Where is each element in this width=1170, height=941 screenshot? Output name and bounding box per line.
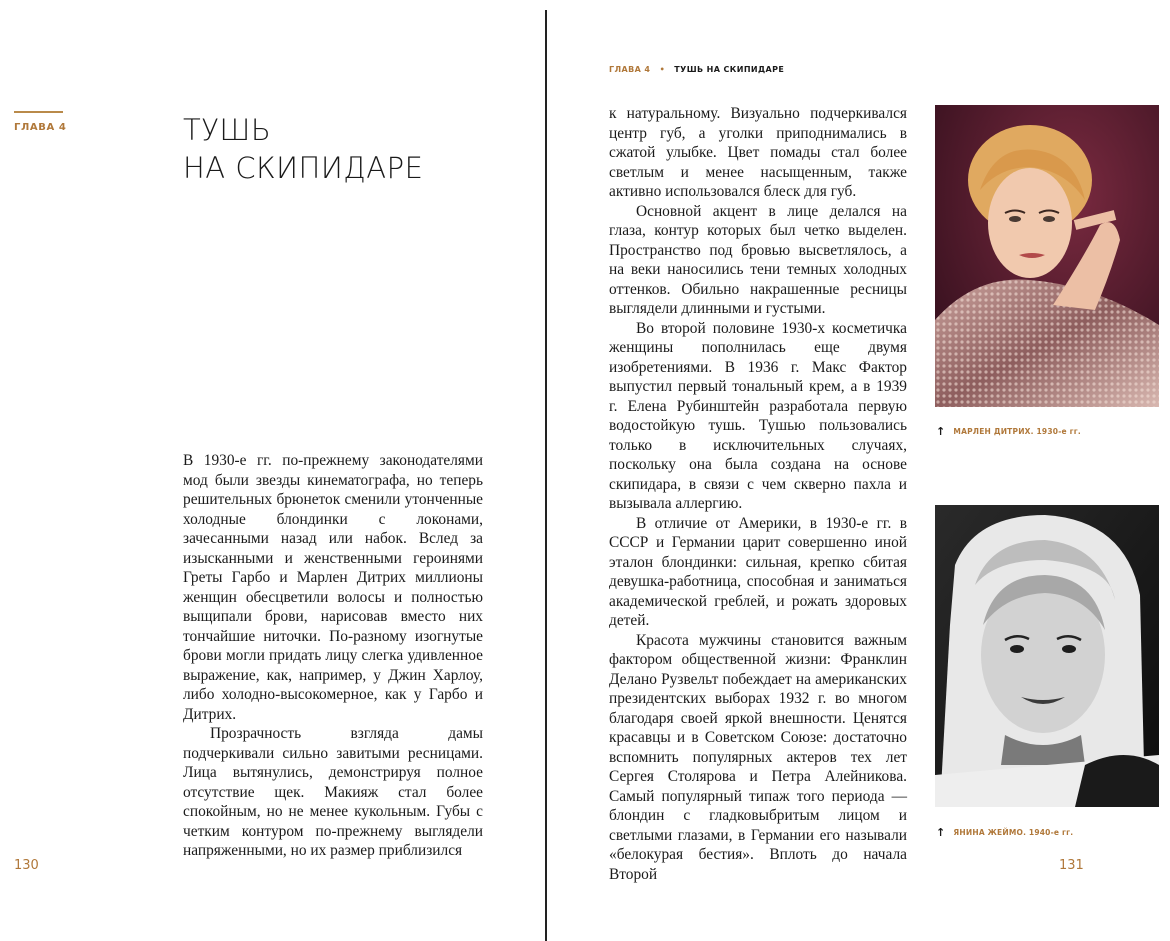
chapter-label: ГЛАВА 4 [14, 122, 67, 133]
paragraph: В отличие от Америки, в 1930-е гг. в СССР и Германии царит совершенно иной эталон блондинки: сильная, крепко сбитая девушка-работница, способная и заниматься академической греблей, и рожать здоровых детей. [609, 514, 907, 629]
arrow-up-icon: ↑ [936, 826, 946, 839]
left-body-text [183, 451, 483, 861]
chapter-title [183, 111, 423, 187]
paragraph: Основной акцент в лице делался на глаза, контур которых был четко выделен. Пространство под бровью высветлялось, а на веки наносились тени темных холодных оттенков. Обильно накрашенные ресницы выглядели длинными и густыми. [609, 202, 907, 317]
caption-text: ЯНИНА ЖЕЙМО. 1940-е гг. [953, 828, 1074, 837]
running-head [609, 65, 784, 74]
arrow-up-icon: ↑ [936, 425, 946, 438]
caption-text: МАРЛЕН ДИТРИХ. 1930-е гг. [953, 427, 1081, 436]
yanina-zheimo-photo [935, 505, 1159, 807]
paragraph: к натуральному. Визуально подчеркивался центр губ, а уголки приподнимались в сжатой улыбке. Цвет помады стал более светлым и менее насыщенным, также активно использовался блеск для губ. [609, 105, 907, 200]
running-head-separator: • [659, 65, 666, 74]
running-head-chapter: ГЛАВА 4 [609, 65, 651, 74]
paragraph: Красота мужчины становится важным фактором общественной жизни: Франклин Делано Рузвельт побеждает на американских президентских выборах 1932 г. во многом благодаря своей яркой внешности. Ценятся красавцы и в Советском Союзе: достаточно вспомнить популярных актеров тех лет Сергея Столярова и Петра Алейникова. Самый популярный типаж того периода — блондин с гладковыбритым лицом и светлыми глазами, в Германии его называли «белокурая бестия». Вплоть до начала Второй [609, 631, 907, 883]
page-number-right: 131 [1059, 858, 1084, 873]
page-number-left: 130 [14, 858, 39, 873]
right-body-text [609, 104, 907, 884]
caption-zheimo [936, 826, 1073, 839]
caption-dietrich [936, 425, 1081, 438]
marlene-dietrich-photo [935, 105, 1159, 407]
paragraph: Во второй половине 1930-х косметичка женщины пополнилась еще двумя изобретениями. В 1936 г. Макс Фактор выпустил первый тональный крем, а в 1939 г. Елена Рубинштейн разработала первую водостойкую тушь. Тушью пользовались только в исключительных случаях, поскольку она была создана на основе скипидара, в связи с чем скверно пахла и вызывала аллергию. [609, 319, 907, 512]
book-spine [545, 10, 547, 941]
running-head-title: ТУШЬ НА СКИПИДАРЕ [674, 65, 785, 74]
paragraph: Прозрачность взгляда дамы подчеркивали сильно завитыми ресницами. Лица вытянулись, демонстрируя полное отсутствие щек. Макияж стал более спокойным, но не менее кукольным. Губы с четким контуром по-прежнему выглядели напряженными, но их размер приблизился [183, 725, 483, 859]
chapter-title-line1: ТУШЬ [183, 113, 272, 147]
chapter-title-line2: НА СКИПИДАРЕ [183, 151, 424, 185]
paragraph: В 1930-е гг. по-прежнему законодателями мод были звезды кинематографа, но теперь решительных брюнеток сменили утонченные холодные блондинки с локонами, зачесанными назад или набок. Вслед за изысканными и женственными героинями Греты Гарбо и Марлен Дитрих миллионы женщин обесцветили волосы и полностью выщипали брови, нарисовав вместо них тончайшие ниточки. По-разному изогнутые брови могли придать лицу слегка удивленное выражение, как, например, у Джин Харлоу, либо холодно-высокомерное, как у Гарбо и Дитрих. [183, 452, 483, 723]
chapter-rule [14, 111, 63, 113]
